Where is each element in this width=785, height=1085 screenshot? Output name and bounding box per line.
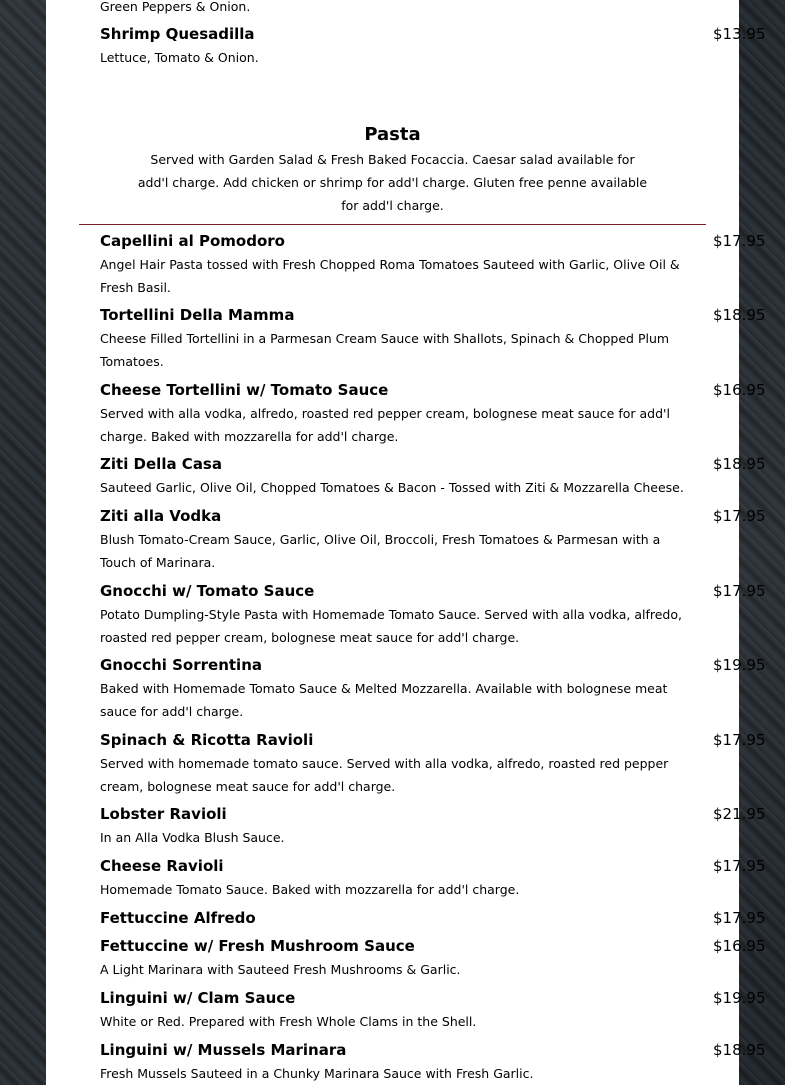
menu-item (100, 857, 766, 901)
item-name: Ziti Della Casa (100, 455, 222, 473)
item-price: $18.95 (713, 455, 766, 473)
section-title: Pasta (364, 124, 421, 145)
menu-item (100, 306, 766, 373)
section-note (46, 148, 739, 217)
item-name: Linguini w/ Clam Sauce (100, 989, 296, 1007)
item-description: In an Alla Vodka Blush Sauce. (100, 830, 285, 845)
item-description: Fresh Mussels Sauteed in a Chunky Marinara Sauce with Fresh Garlic. (100, 1066, 534, 1081)
item-price: $19.95 (713, 656, 766, 674)
item-description: White or Red. Prepared with Fresh Whole Clams in the Shell. (100, 1014, 477, 1029)
item-description: A Light Marinara with Sauteed Fresh Mushrooms & Garlic. (100, 962, 461, 977)
menu-page (46, 0, 766, 1085)
section-note-line: add'l charge. Add chicken or shrimp for add'l charge. Gluten free penne available (137, 175, 648, 190)
menu-item (100, 909, 766, 927)
item-description: charge. Baked with mozzarella for add'l charge. (100, 429, 399, 444)
item-name: Gnocchi w/ Tomato Sauce (100, 582, 315, 600)
item-description: Cheese Filled Tortellini in a Parmesan Cream Sauce with Shallots, Spinach & Chopped Plum (100, 331, 670, 346)
item-description: Homemade Tomato Sauce. Baked with mozzarella for add'l charge. (100, 882, 520, 897)
item-price: $19.95 (713, 989, 766, 1007)
item-name: Shrimp Quesadilla (100, 25, 255, 43)
item-price: $17.95 (713, 857, 766, 875)
item-description: Touch of Marinara. (100, 555, 216, 570)
menu-item (100, 455, 766, 499)
section-note-line: for add'l charge. (341, 198, 444, 213)
item-description: Baked with Homemade Tomato Sauce & Melted Mozzarella. Available with bolognese meat (100, 681, 668, 696)
menu-item (100, 381, 766, 448)
section-divider (79, 224, 706, 225)
item-description: Lettuce, Tomato & Onion. (100, 50, 259, 65)
item-description: Tomatoes. (100, 354, 164, 369)
item-price: $16.95 (713, 937, 766, 955)
item-price: $18.95 (713, 306, 766, 324)
item-description-fragment: Green Peppers & Onion. (100, 0, 251, 14)
menu-item (100, 937, 766, 981)
item-price: $17.95 (713, 731, 766, 749)
item-name: Linguini w/ Mussels Marinara (100, 1041, 347, 1059)
menu-item (100, 1041, 766, 1085)
item-name: Cheese Tortellini w/ Tomato Sauce (100, 381, 389, 399)
item-description: Potato Dumpling-Style Pasta with Homemade Tomato Sauce. Served with alla vodka, alfredo, (100, 607, 682, 622)
item-description: Blush Tomato-Cream Sauce, Garlic, Olive Oil, Broccoli, Fresh Tomatoes & Parmesan with a (100, 532, 661, 547)
item-description: Angel Hair Pasta tossed with Fresh Chopped Roma Tomatoes Sauteed with Garlic, Olive Oil & (100, 257, 680, 272)
section-note-line: Served with Garden Salad & Fresh Baked Focaccia. Caesar salad available for (150, 152, 635, 167)
item-price: $17.95 (713, 507, 766, 525)
item-description: roasted red pepper cream, bolognese meat sauce for add'l charge. (100, 630, 520, 645)
item-name: Fettuccine Alfredo (100, 909, 256, 927)
item-description: sauce for add'l charge. (100, 704, 244, 719)
item-name: Ziti alla Vodka (100, 507, 222, 525)
item-price: $18.95 (713, 1041, 766, 1059)
menu-item (100, 805, 766, 849)
item-name: Gnocchi Sorrentina (100, 656, 262, 674)
item-name: Capellini al Pomodoro (100, 232, 285, 250)
menu-item (100, 582, 766, 649)
menu-item (100, 989, 766, 1033)
item-name: Cheese Ravioli (100, 857, 224, 875)
item-name: Spinach & Ricotta Ravioli (100, 731, 314, 749)
item-description: cream, bolognese meat sauce for add'l charge. (100, 779, 396, 794)
item-price: $17.95 (713, 909, 766, 927)
menu-item (100, 507, 766, 574)
menu-item (100, 731, 766, 798)
item-description: Sauteed Garlic, Olive Oil, Chopped Tomatoes & Bacon - Tossed with Ziti & Mozzarella Cheese. (100, 480, 684, 495)
item-description: Served with homemade tomato sauce. Served with alla vodka, alfredo, roasted red pepper (100, 756, 669, 771)
item-price: $17.95 (713, 582, 766, 600)
item-name: Lobster Ravioli (100, 805, 227, 823)
menu-item (100, 232, 766, 299)
item-description: Fresh Basil. (100, 280, 171, 295)
item-price: $17.95 (713, 232, 766, 250)
item-name: Tortellini Della Mamma (100, 306, 295, 324)
item-description: Served with alla vodka, alfredo, roasted red pepper cream, bolognese meat sauce for add'l (100, 406, 670, 421)
menu-item (100, 656, 766, 723)
item-price: $13.95 (713, 25, 766, 43)
item-name: Fettuccine w/ Fresh Mushroom Sauce (100, 937, 415, 955)
menu-item-shrimp-quesadilla (100, 25, 766, 69)
item-price: $16.95 (713, 381, 766, 399)
item-price: $21.95 (713, 805, 766, 823)
